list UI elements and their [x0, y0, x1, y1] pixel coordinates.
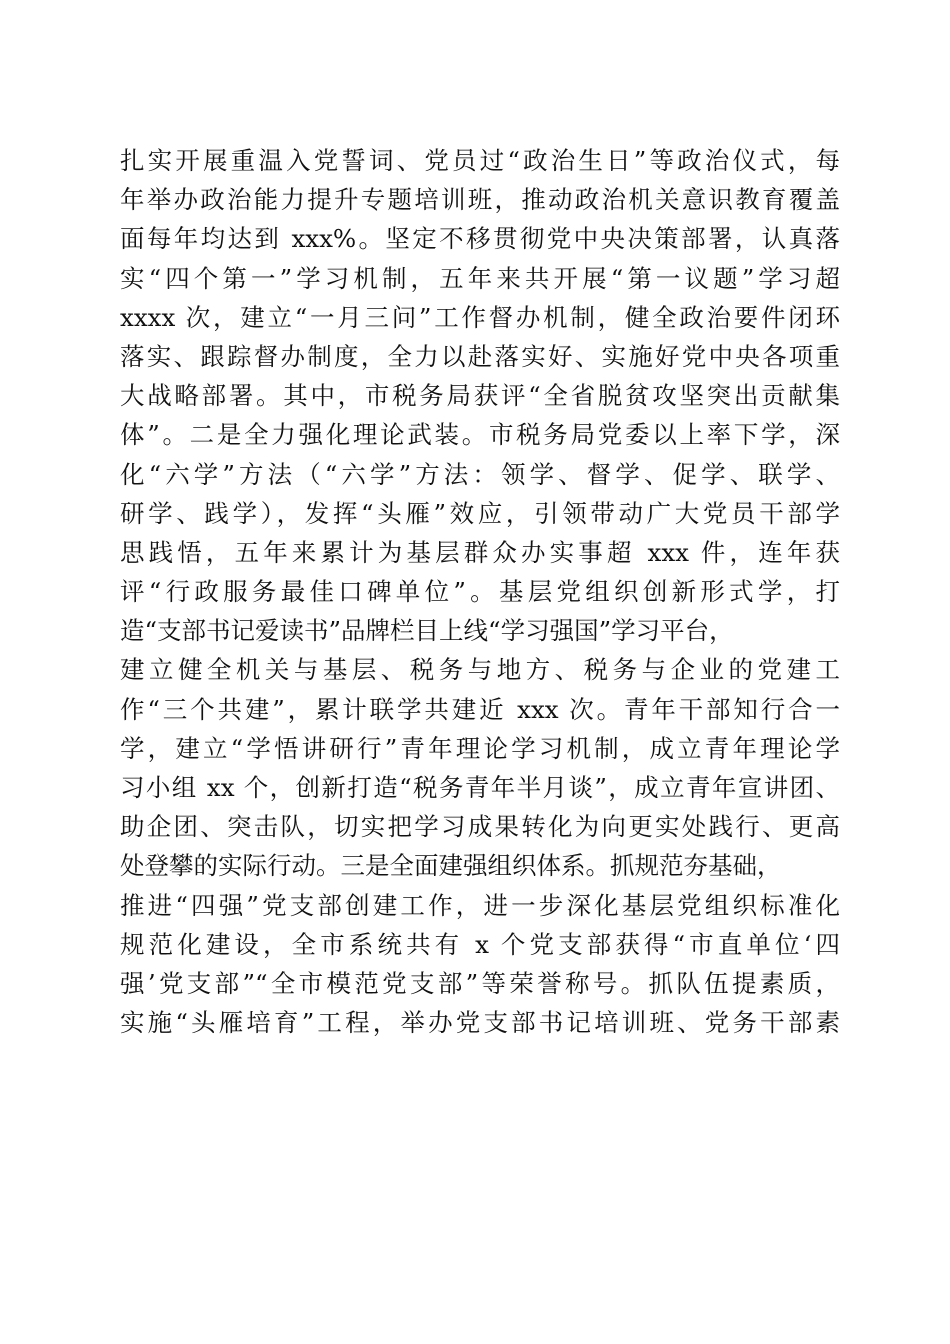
text-line: 处登攀的实际行动。三是全面建强组织体系。抓规范夯基础， [120, 851, 782, 881]
text-line: 实“四个第一”学习机制，五年来共开展“第一议题”学习超 [120, 263, 840, 293]
text-line: 规范化建设，全市系统共有 x 个党支部获得“市直单位‘四 [120, 929, 840, 959]
text-line: 造“支部书记爱读书”品牌栏目上线“学习强国”学习平台， [120, 616, 734, 646]
text-line: 扎实开展重温入党誓词、党员过“政治生日”等政治仪式，每 [120, 146, 840, 175]
text-line: 落实、跟踪督办制度，全力以赴落实好、实施好党中央各项重 [120, 341, 840, 371]
text-line: 思践悟，五年来累计为基层群众办实事超 xxx 件，连年获 [120, 537, 840, 567]
text-line: 作“三个共建”，累计联学共建近 xxx 次。青年干部知行合一 [120, 694, 840, 724]
text-line: 助企团、突击队，切实把学习成果转化为向更实处践行、更高 [120, 812, 840, 842]
text-line: 研学、践学），发挥“头雁”效应，引领带动广大党员干部学 [120, 498, 840, 528]
text-line: 面每年均达到 xxx%。坚定不移贯彻党中央决策部署，认真落 [120, 224, 840, 254]
text-line: 体”。二是全力强化理论武装。市税务局党委以上率下学，深 [120, 420, 840, 450]
text-line: 大战略部署。其中，市税务局获评“全省脱贫攻坚突出贡献集 [120, 381, 840, 411]
text-line: 评“行政服务最佳口碑单位”。基层党组织创新形式学，打 [120, 577, 840, 607]
text-line: 强’党支部”“全市模范党支部”等荣誉称号。抓队伍提素质， [120, 968, 840, 998]
text-line: 年举办政治能力提升专题培训班，推动政治机关意识教育覆盖 [120, 185, 840, 215]
text-line: 推进“四强”党支部创建工作，进一步深化基层党组织标准化 [120, 890, 840, 920]
text-line: xxxx 次，建立“一月三问”工作督办机制，健全政治要件闭环 [120, 302, 840, 332]
text-line: 化“六学”方法（“六学”方法：领学、督学、促学、联学、 [120, 459, 840, 489]
body-paragraph [120, 141, 840, 1042]
text-line: 学，建立“学悟讲研行”青年理论学习机制，成立青年理论学 [120, 733, 840, 763]
text-line: 实施“头雁培育”工程，举办党支部书记培训班、党务干部素 [120, 1008, 840, 1038]
text-line: 习小组 xx 个，创新打造“税务青年半月谈”，成立青年宣讲团、 [120, 773, 840, 802]
text-line: 建立健全机关与基层、税务与地方、税务与企业的党建工 [120, 655, 840, 685]
